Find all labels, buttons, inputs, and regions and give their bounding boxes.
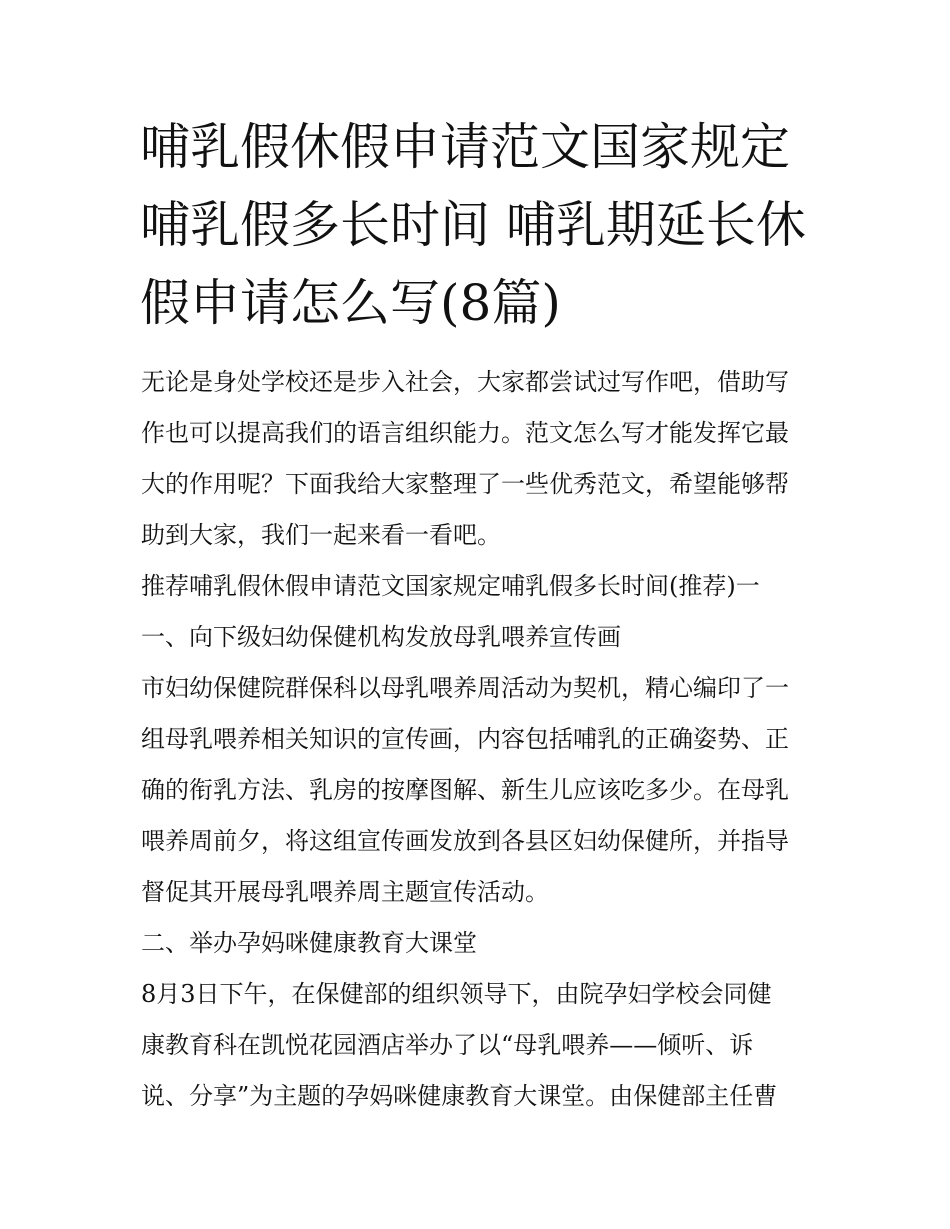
body-line: 8月3日下午，在保健部的组织领导下，由院孕妇学校会同健 bbox=[141, 980, 772, 1008]
body-line: 作也可以提高我们的语言组织能力。范文怎么写才能发挥它最 bbox=[141, 419, 789, 447]
section-heading: 二、举办孕妈咪健康教育大课堂 bbox=[141, 929, 477, 957]
section-heading: 一、向下级妇幼保健机构发放母乳喂养宣传画 bbox=[141, 623, 621, 651]
body-line: 说、分享”为主题的孕妈咪健康教育大课堂。由保健部主任曹 bbox=[141, 1082, 778, 1110]
title-line: 哺乳假休假申请范文国家规定 bbox=[140, 118, 790, 176]
title-line: 哺乳假多长时间 哺乳期延长休 bbox=[140, 196, 806, 254]
document-title bbox=[140, 108, 830, 342]
section-heading: 推荐哺乳假休假申请范文国家规定哺乳假多长时间(推荐)一 bbox=[141, 572, 760, 600]
body-line: 助到大家，我们一起来看一看吧。 bbox=[141, 521, 501, 549]
body-line: 组母乳喂养相关知识的宣传画，内容包括哺乳的正确姿势、正 bbox=[141, 725, 789, 753]
body-line: 喂养周前夕，将这组宣传画发放到各县区妇幼保健所，并指导 bbox=[141, 827, 789, 855]
body-line: 大的作用呢？下面我给大家整理了一些优秀范文，希望能够帮 bbox=[141, 470, 789, 498]
body-line: 康教育科在凯悦花园酒店举办了以“母乳喂养——倾听、诉 bbox=[141, 1031, 754, 1059]
body-line: 督促其开展母乳喂养周主题宣传活动。 bbox=[141, 878, 549, 906]
document-body bbox=[141, 357, 831, 1122]
body-line: 无论是身处学校还是步入社会，大家都尝试过写作吧，借助写 bbox=[141, 368, 789, 396]
title-line: 假申请怎么写(8篇) bbox=[140, 274, 561, 332]
body-line: 市妇幼保健院群保科以母乳喂养周活动为契机，精心编印了一 bbox=[141, 674, 789, 702]
body-line: 确的衔乳方法、乳房的按摩图解、新生儿应该吃多少。在母乳 bbox=[141, 776, 789, 804]
